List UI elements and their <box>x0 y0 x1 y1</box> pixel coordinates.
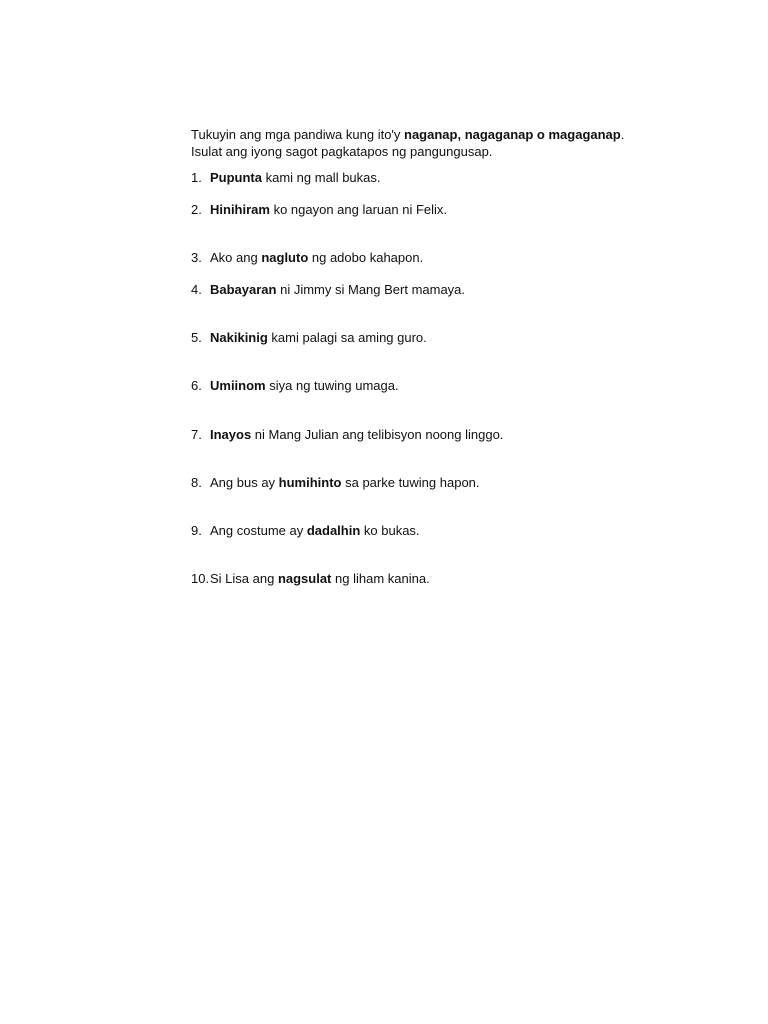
item-verb: Nakikinig <box>210 330 268 345</box>
item-number: 4. <box>191 282 202 297</box>
item-number: 7. <box>191 427 202 442</box>
list-item <box>191 377 399 394</box>
item-number: 10. <box>191 571 210 586</box>
list-item <box>191 201 447 218</box>
item-text-post: ni Mang Julian ang telibisyon noong linggo. <box>251 427 504 442</box>
item-text-pre: Ang bus ay <box>210 475 279 490</box>
item-number: 6. <box>191 378 202 393</box>
item-text-post: sa parke tuwing hapon. <box>341 475 480 490</box>
item-number: 9. <box>191 523 202 538</box>
item-number: 8. <box>191 475 202 490</box>
instructions-line-2: Isulat ang iyong sagot pagkatapos ng pangungusap. <box>191 144 493 159</box>
item-text-post: kami ng mall bukas. <box>262 170 381 185</box>
list-item <box>191 474 480 491</box>
item-text-post: ko bukas. <box>360 523 420 538</box>
item-number: 1. <box>191 170 202 185</box>
list-item <box>191 570 430 587</box>
instructions-text: Tukuyin ang mga pandiwa kung ito'y <box>191 127 405 142</box>
item-number: 2. <box>191 202 202 217</box>
item-number: 3. <box>191 250 202 265</box>
item-verb: Inayos <box>210 427 252 442</box>
item-text-pre: Ang costume ay <box>210 523 307 538</box>
list-item <box>191 522 420 539</box>
list-item <box>191 426 503 443</box>
item-verb: humihinto <box>278 475 342 490</box>
item-verb: dadalhin <box>306 523 361 538</box>
item-verb: nagsulat <box>277 571 332 586</box>
instructions-line-1 <box>191 126 661 143</box>
item-text-post: siya ng tuwing umaga. <box>265 378 399 393</box>
item-verb: nagluto <box>261 250 309 265</box>
item-text-pre: Si Lisa ang <box>210 571 278 586</box>
item-text-post: kami palagi sa aming guro. <box>267 330 427 345</box>
list-item <box>191 249 423 266</box>
item-text-post: ko ngayon ang laruan ni Felix. <box>269 202 448 217</box>
list-item <box>191 169 381 186</box>
list-item <box>191 281 465 298</box>
instructions-bold-text: naganap, nagaganap o magaganap <box>404 127 621 142</box>
item-verb: Babayaran <box>210 282 277 297</box>
list-item <box>191 329 427 346</box>
item-text-pre: Ako ang <box>210 250 262 265</box>
item-text-post: ni Jimmy si Mang Bert mamaya. <box>276 282 466 297</box>
instructions-period: . <box>620 127 625 142</box>
item-verb: Pupunta <box>210 170 262 185</box>
item-verb: Hinihiram <box>210 202 270 217</box>
item-text-post: ng liham kanina. <box>331 571 430 586</box>
item-verb: Umiinom <box>210 378 266 393</box>
item-number: 5. <box>191 330 202 345</box>
item-text-post: ng adobo kahapon. <box>308 250 424 265</box>
instructions <box>191 126 661 160</box>
